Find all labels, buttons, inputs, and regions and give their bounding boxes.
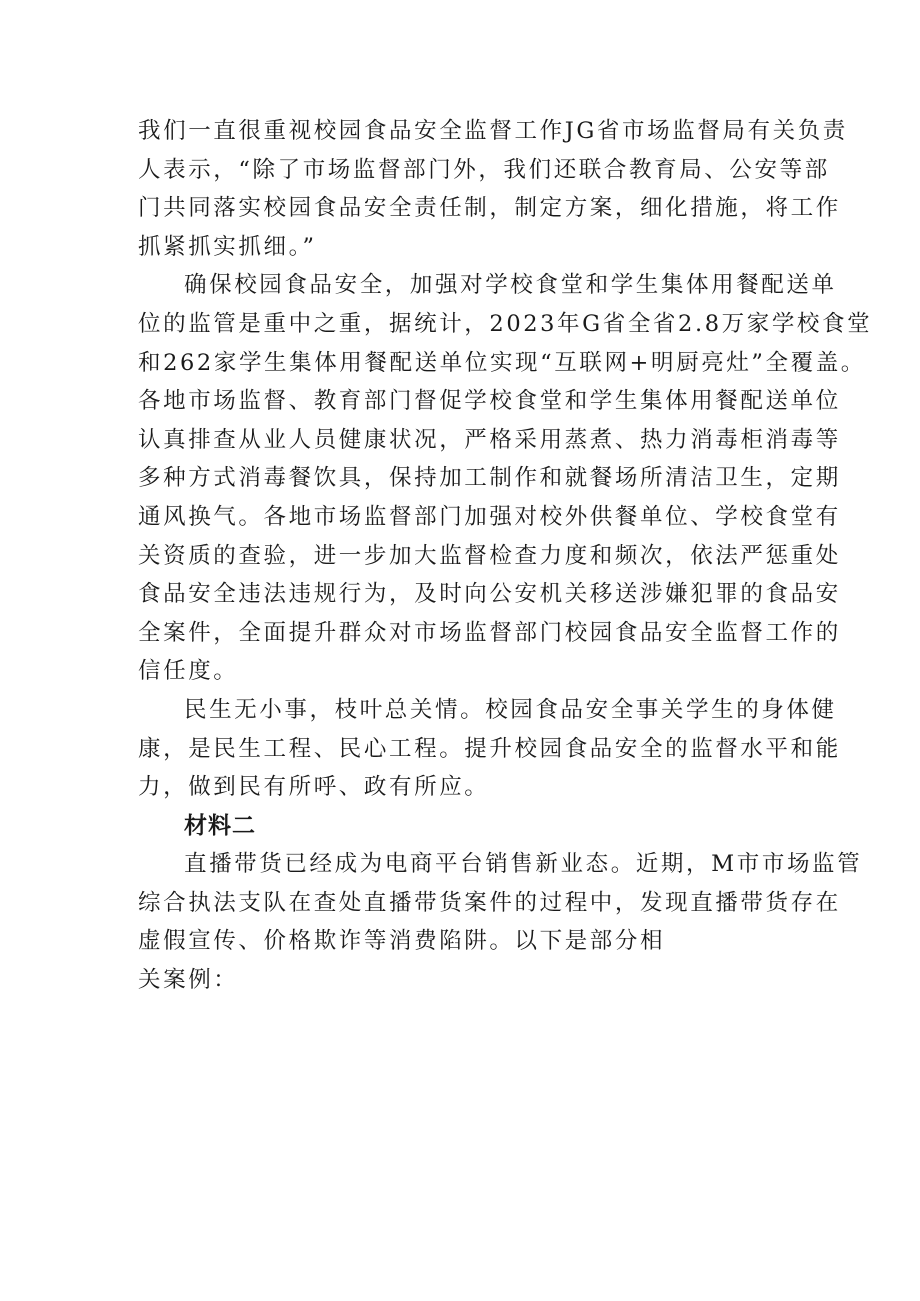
text-line: 关资质的查验，进一步加大监督检查力度和频次，依法严惩重处 (138, 542, 841, 569)
paragraph-2 (138, 266, 873, 691)
text-line: 抓紧抓实抓细。” (138, 233, 317, 260)
paragraph-3 (138, 691, 841, 807)
document-page (138, 112, 873, 1000)
text-line: 康，是民生工程、民心工程。提升校园食品安全的监督水平和能 (138, 735, 841, 762)
text-line: 人表示，“除了市场监督部门外，我们还联合教育局、公安等部 (138, 156, 830, 183)
text-line: 民生无小事，枝叶总关情。校园食品安全事关学生的身体健 (184, 696, 837, 723)
text-line: 认真排查从业人员健康状况，严格采用蒸煮、热力消毒柜消毒等 (138, 426, 841, 453)
paragraph-1 (138, 112, 848, 266)
text-line: 虚假宣传、价格欺诈等消费陷阱。以下是部分相 (138, 928, 666, 955)
text-line: 确保校园食品安全，加强对学校食堂和学生集体用餐配送单 (184, 272, 837, 299)
text-line: 综合执法支队在查处直播带货案件的过程中，发现直播带货存在 (138, 889, 841, 916)
text-line: 通风换气。各地市场监督部门加强对校外供餐单位、学校食堂有 (138, 503, 841, 530)
text-line: 门共同落实校园食品安全责任制，制定方案，细化措施，将工作 (138, 195, 841, 222)
text-line: 和262家学生集体用餐配送单位实现“互联网+明厨亮灶”全覆盖。 (138, 349, 866, 376)
text-line: 直播带货已经成为电商平台销售新业态。近期，M市市场监管 (184, 851, 863, 878)
paragraph-4 (138, 845, 863, 999)
text-line: 力，做到民有所呼、政有所应。 (138, 774, 490, 801)
text-line: 关案例： (138, 967, 239, 994)
text-line: 食品安全违法违规行为，及时向公安机关移送涉嫌犯罪的食品安 (138, 581, 841, 608)
text-line: 信任度。 (138, 658, 239, 685)
section-heading: 材料二 (184, 812, 256, 839)
text-line: 全案件，全面提升群众对市场监督部门校园食品安全监督工作的 (138, 619, 841, 646)
text-line: 多种方式消毒餐饮具，保持加工制作和就餐场所清洁卫生，定期 (138, 465, 841, 492)
text-line: 位的监管是重中之重，据统计，2023年G省全省2.8万家学校食堂 (138, 310, 873, 337)
text-line: 我们一直很重视校园食品安全监督工作JG省市场监督局有关负责 (138, 118, 848, 144)
text-line: 各地市场监督、教育部门督促学校食堂和学生集体用餐配送单位 (138, 388, 841, 415)
